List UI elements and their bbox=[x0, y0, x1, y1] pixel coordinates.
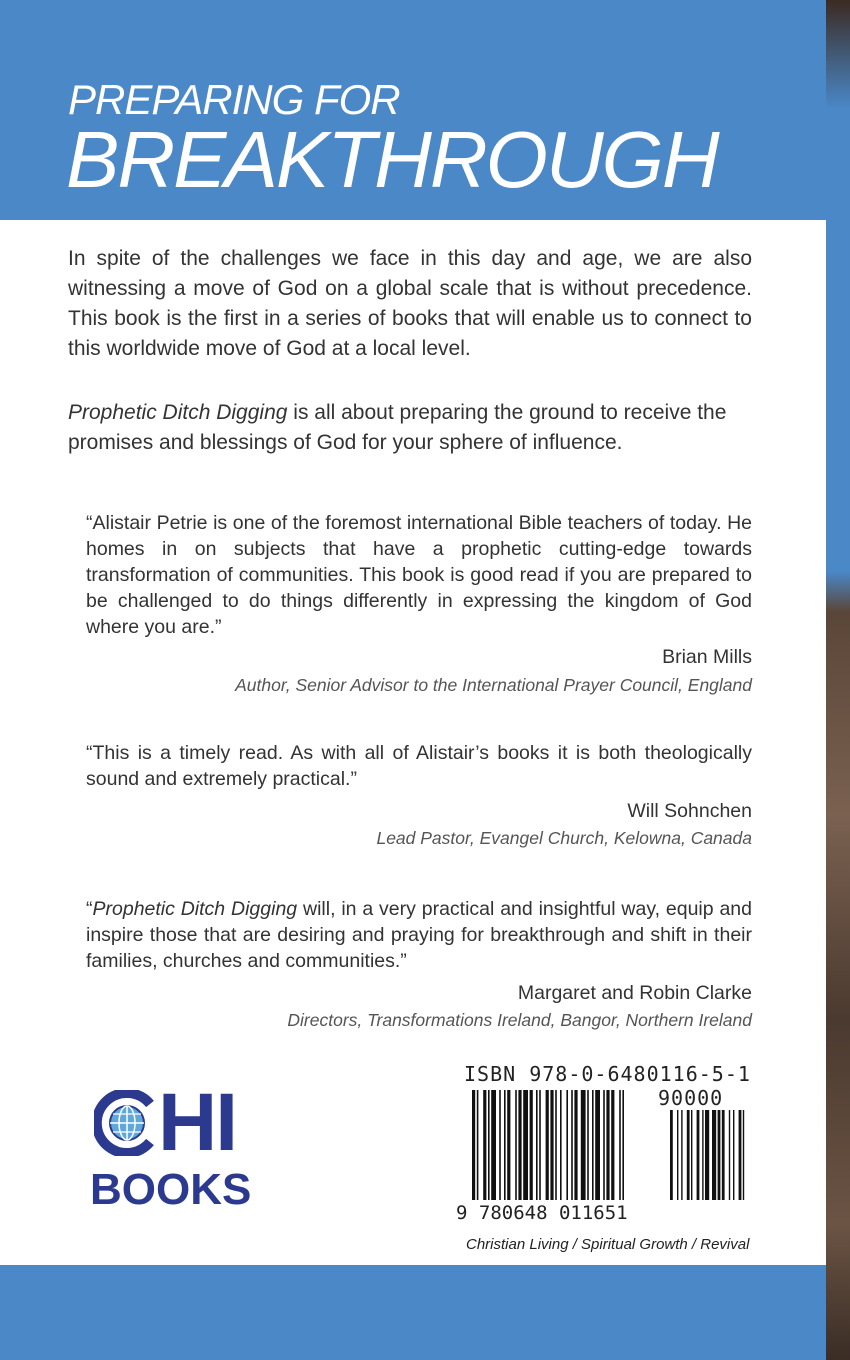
addon-bar bbox=[712, 1110, 716, 1200]
addon-bar bbox=[718, 1110, 721, 1200]
barcode-bar bbox=[566, 1090, 568, 1200]
addon-bar bbox=[702, 1110, 703, 1200]
addon-bar bbox=[687, 1110, 690, 1200]
isbn-text: ISBN 978-0-6480116-5-1 bbox=[464, 1062, 751, 1086]
book-title: Prophetic Ditch Digging bbox=[68, 401, 288, 424]
barcode-bar bbox=[581, 1090, 586, 1200]
title-line-1: PREPARING FOR bbox=[68, 76, 400, 123]
barcode-bar bbox=[477, 1090, 479, 1200]
barcode-bar bbox=[603, 1090, 605, 1200]
barcode-bar bbox=[499, 1090, 501, 1200]
barcode-bar bbox=[622, 1090, 624, 1200]
endorsement-quote-2: “This is a timely read. As with all of Alistair’s books it is both theologically sound and extremely practical.” bbox=[86, 742, 752, 790]
addon-bar bbox=[739, 1110, 742, 1200]
barcode-bar bbox=[574, 1090, 577, 1200]
title-line-2: BREAKTHROUGH bbox=[66, 115, 718, 204]
barcode-bars bbox=[472, 1090, 752, 1202]
barcode-bar bbox=[472, 1090, 475, 1200]
addon-bar bbox=[743, 1110, 744, 1200]
barcode-digits: 9 780648 011651 bbox=[456, 1202, 628, 1224]
barcode-bar bbox=[523, 1090, 528, 1200]
barcode-bar bbox=[619, 1090, 621, 1200]
barcode-bar bbox=[518, 1090, 521, 1200]
barcode-bar bbox=[536, 1090, 538, 1200]
endorsement-quote-1: “Alistair Petrie is one of the foremost international Bible teachers of today. He homes in on subjects that have a prophetic cutting-edge towards transformation of communities. This book is good read if you are prepared to be challenged to do things differently in expressing the kingdom of God where you are.” bbox=[86, 512, 752, 638]
quote-book-title: Prophetic Ditch Digging bbox=[92, 898, 298, 920]
endorsement-name-1: Brian Mills bbox=[662, 646, 752, 668]
endorsement-name-3: Margaret and Robin Clarke bbox=[517, 982, 752, 1004]
barcode-bar bbox=[483, 1090, 486, 1200]
addon-bar bbox=[677, 1110, 678, 1200]
barcode-bar bbox=[606, 1090, 609, 1200]
logo-bottom-text: BOOKS bbox=[90, 1165, 252, 1214]
quote-3-text: will, in a very practical and insightful way, equip and inspire those that are desiring and praying for breakthrough and shift in their families, churches and communities.” bbox=[86, 898, 752, 972]
price-code: 90000 bbox=[658, 1086, 724, 1110]
barcode-bar bbox=[595, 1090, 600, 1200]
barcode-bar bbox=[550, 1090, 553, 1200]
barcode-bar bbox=[515, 1090, 517, 1200]
addon-bar bbox=[670, 1110, 673, 1200]
endorsement-role-3: Directors, Transformations Ireland, Bangor, Northern Ireland bbox=[287, 1010, 752, 1030]
barcode-bar bbox=[530, 1090, 533, 1200]
barcode-bar bbox=[571, 1090, 573, 1200]
spine-edge bbox=[826, 0, 850, 1360]
header bbox=[0, 0, 826, 220]
addon-bar bbox=[729, 1110, 730, 1200]
isbn-barcode bbox=[452, 1062, 752, 1232]
addon-bar bbox=[681, 1110, 682, 1200]
globe-icon bbox=[94, 1090, 160, 1156]
barcode-bar bbox=[488, 1090, 490, 1200]
addon-bar bbox=[705, 1110, 709, 1200]
endorsement-role-1: Author, Senior Advisor to the International Prayer Council, England bbox=[235, 675, 752, 695]
barcode-bar bbox=[555, 1090, 557, 1200]
quote-open-mark: “ bbox=[86, 898, 93, 920]
barcode-bar bbox=[491, 1090, 496, 1200]
logo-hi: HI bbox=[158, 1077, 236, 1168]
endorsement-name-2: Will Sohnchen bbox=[627, 800, 752, 822]
barcode-bar bbox=[592, 1090, 594, 1200]
barcode-bar bbox=[504, 1090, 506, 1200]
barcode-bar bbox=[611, 1090, 614, 1200]
barcode-bar bbox=[546, 1090, 549, 1200]
publisher-logo bbox=[88, 1077, 258, 1222]
intro-paragraph-1: In spite of the challenges we face in this day and age, we are also witnessing a move of God on a global scale that is without precedence. This book is the first in a series of books that will enable us to connect to this worldwide move of God at a local level. bbox=[68, 247, 752, 360]
category-label: Christian Living / Spiritual Growth / Revival bbox=[466, 1236, 750, 1253]
addon-bar bbox=[697, 1110, 700, 1200]
barcode-bar bbox=[560, 1090, 562, 1200]
barcode-bar bbox=[539, 1090, 541, 1200]
intro-paragraph-2 bbox=[68, 398, 752, 458]
addon-bar bbox=[691, 1110, 692, 1200]
barcode-bar bbox=[507, 1090, 510, 1200]
addon-bar bbox=[733, 1110, 734, 1200]
endorsement-role-2: Lead Pastor, Evangel Church, Kelowna, Canada bbox=[376, 828, 752, 848]
endorsement-quote-3 bbox=[86, 896, 752, 974]
addon-bar bbox=[722, 1110, 725, 1200]
intro-paragraph-2-text: is all about preparing the ground to receive the promises and blessings of God for your sphere of influence. bbox=[68, 401, 727, 454]
barcode-bar bbox=[587, 1090, 589, 1200]
